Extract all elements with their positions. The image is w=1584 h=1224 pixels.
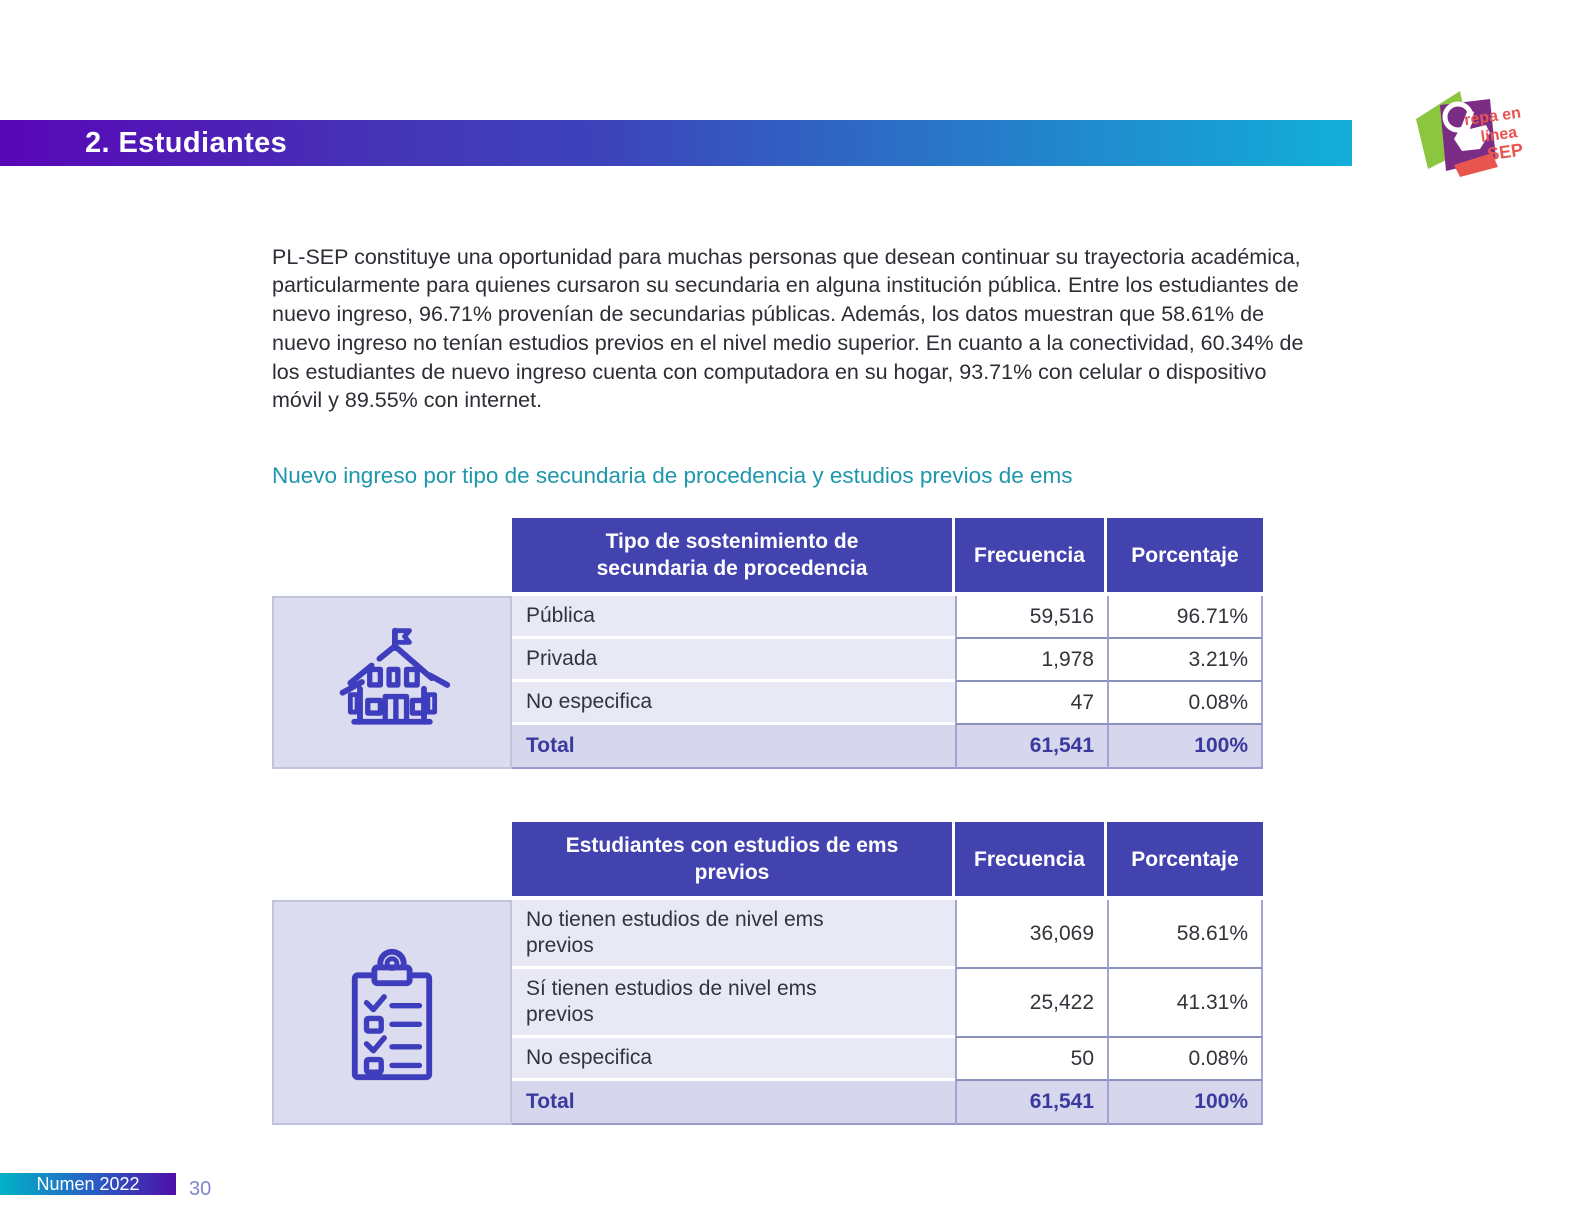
cell-label: Privada — [512, 639, 955, 682]
logo-text-line1: repa en — [1463, 104, 1522, 130]
table-row — [512, 682, 1263, 725]
footer-label: Numen 2022 — [36, 1173, 140, 1194]
cell-frecuencia: 47 — [955, 682, 1107, 725]
logo-text-line3: SEP — [1485, 139, 1525, 165]
cell-porcentaje: 0.08% — [1107, 1038, 1263, 1081]
footer-bar — [0, 1173, 176, 1195]
clipboard-icon-cell — [272, 900, 512, 1125]
table-total-row — [512, 1081, 1263, 1125]
cell-total-porcentaje: 100% — [1107, 725, 1263, 769]
cell-total-label: Total — [512, 1081, 955, 1125]
table-estudios-previos — [272, 822, 1263, 1125]
column-header-frecuencia: Frecuencia — [955, 518, 1107, 592]
table-row — [512, 596, 1263, 639]
tables-subtitle: Nuevo ingreso por tipo de secundaria de procedencia y estudios previos de ems — [272, 463, 1073, 488]
cell-total-porcentaje: 100% — [1107, 1081, 1263, 1125]
cell-frecuencia: 1,978 — [955, 639, 1107, 682]
cell-label: Pública — [512, 596, 955, 639]
cell-label: Sí tienen estudios de nivel ems previos — [512, 969, 955, 1038]
table-total-row — [512, 725, 1263, 769]
cell-total-frecuencia: 61,541 — [955, 1081, 1107, 1125]
table-row — [512, 969, 1263, 1038]
cell-frecuencia: 36,069 — [955, 900, 1107, 969]
cell-porcentaje: 96.71% — [1107, 596, 1263, 639]
table-row — [512, 639, 1263, 682]
cell-frecuencia: 59,516 — [955, 596, 1107, 639]
logo-text-line2: línea — [1479, 124, 1519, 147]
cell-label: No especifica — [512, 682, 955, 725]
intro-paragraph: PL-SEP constituye una oportunidad para muchas personas que desean continuar su trayectoria académica, particularmente para quienes cursaron su secundaria en alguna institución pública. Entre los estudiantes de nuevo ingreso, 96.71% provenían de secundarias públicas. Además, los datos muestran que 58.61% de nuevo ingreso no tenían estudios previos en el nivel medio superior. En cuanto a la conectividad, 60.34% de los estudiantes de nuevo ingreso cuenta con computadora en su hogar, 93.71% con celular o dispositivo móvil y 89.55% con internet. — [272, 244, 1304, 413]
cell-label: No tienen estudios de nivel ems previos — [512, 900, 955, 969]
clipboard-checklist-icon — [333, 942, 451, 1084]
table-estudios-header — [512, 822, 1263, 896]
section-title: 2. Estudiantes — [85, 126, 288, 159]
school-building-icon — [329, 624, 455, 742]
cell-porcentaje: 58.61% — [1107, 900, 1263, 969]
table-sostenimiento-header — [512, 518, 1263, 592]
cell-porcentaje: 0.08% — [1107, 682, 1263, 725]
cell-label: No especifica — [512, 1038, 955, 1081]
column-header-estudios: Estudiantes con estudios de ems previos — [512, 822, 955, 896]
table-row — [512, 900, 1263, 969]
table-sostenimiento — [272, 518, 1263, 769]
cell-porcentaje: 3.21% — [1107, 639, 1263, 682]
cell-frecuencia: 25,422 — [955, 969, 1107, 1038]
table-row — [512, 1038, 1263, 1081]
page-number: 30 — [189, 1178, 212, 1200]
school-icon-cell — [272, 596, 512, 769]
prepa-en-linea-sep-logo — [1406, 84, 1528, 188]
column-header-porcentaje: Porcentaje — [1107, 822, 1263, 896]
cell-porcentaje: 41.31% — [1107, 969, 1263, 1038]
cell-total-label: Total — [512, 725, 955, 769]
section-title-bar — [0, 120, 1352, 166]
cell-frecuencia: 50 — [955, 1038, 1107, 1081]
column-header-frecuencia: Frecuencia — [955, 822, 1107, 896]
column-header-tipo: Tipo de sostenimiento de secundaria de procedencia — [512, 518, 955, 592]
cell-total-frecuencia: 61,541 — [955, 725, 1107, 769]
column-header-porcentaje: Porcentaje — [1107, 518, 1263, 592]
